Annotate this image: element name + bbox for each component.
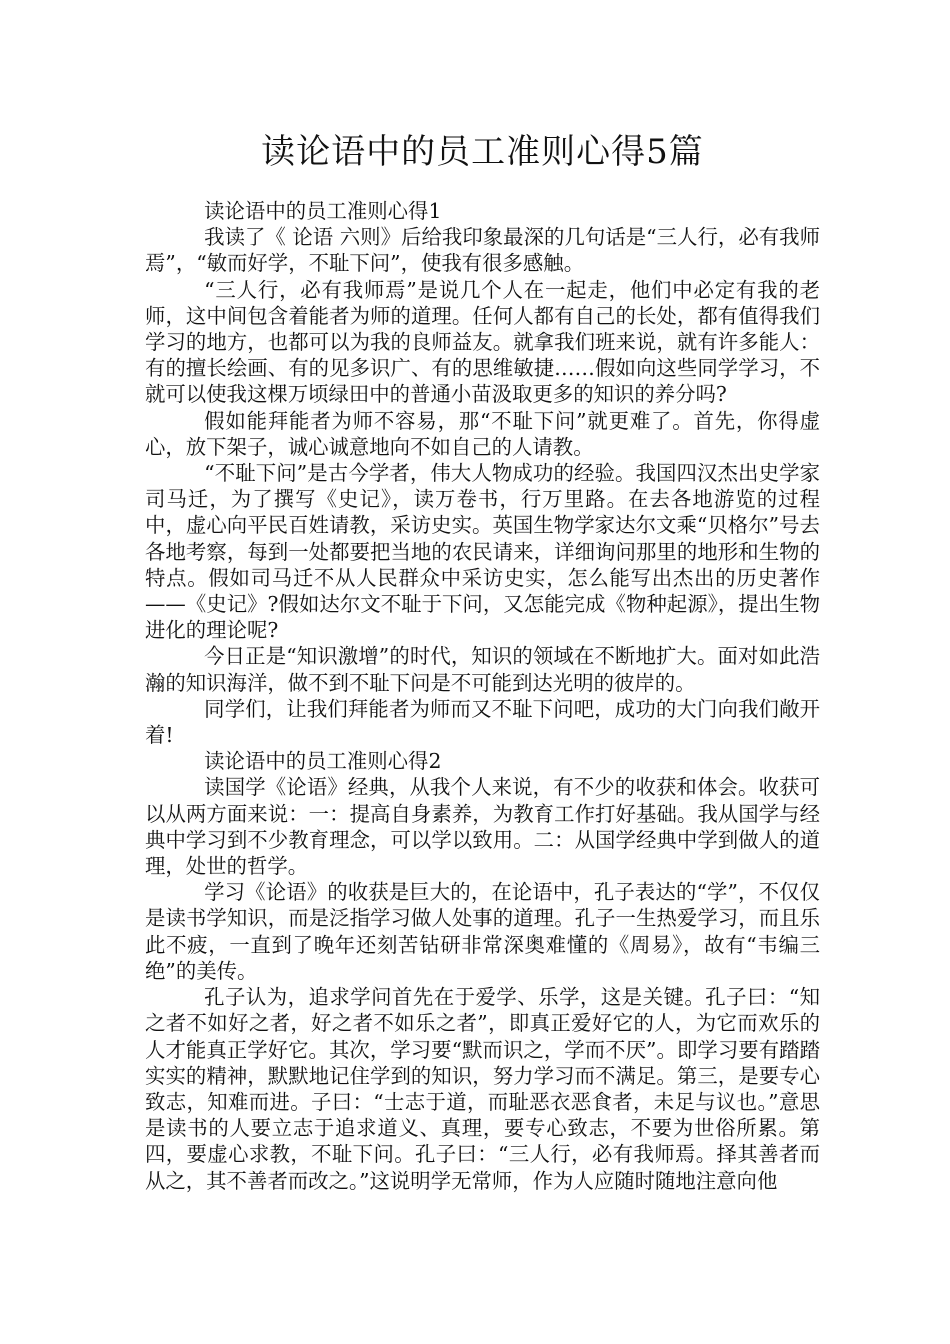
document-page xyxy=(145,128,820,1194)
section-heading-2: 读论语中的员工准则心得2 xyxy=(204,749,442,774)
document-body xyxy=(145,198,820,1194)
paragraph: 今日正是“知识激增”的时代，知识的领域在不断地扩大。面对如此浩瀚的知识海洋，做不到不耻下问是不可能到达光明的彼岸的。 xyxy=(145,644,820,695)
paragraph: “不耻下问”是古今学者，伟大人物成功的经验。我国四汉杰出史学家司马迁，为了撰写《史记》，读万卷书，行万里路。在去各地游览的过程中，虚心向平民百姓请教，采访史实。英国生物学家达尔文乘“贝格尔”号去各地考察，每到一处都要把当地的农民请来，详细询问那里的地形和生物的特点。假如司马迁不从人民群众中采访史实，怎么能写出杰出的历史著作——《史记》?假如达尔文不耻于下问，又怎能完成《物种起源》，提出生物进化的理论呢? xyxy=(145,461,820,643)
paragraph: 同学们，让我们拜能者为师而又不耻下问吧，成功的大门向我们敞开着! xyxy=(145,696,820,748)
section-heading-1: 读论语中的员工准则心得1 xyxy=(204,199,442,223)
paragraph: 我读了《 论语 六则》后给我印象最深的几句话是“三人行，必有我师焉”，“敏而好学，不耻下问”，使我有很多感触。 xyxy=(145,225,820,276)
paragraph: 学习《论语》的收获是巨大的，在论语中，孔子表达的“学”，不仅仅是读书学知识，而是泛指学习做人处事的道理。孔子一生热爱学习，而且乐此不疲，一直到了晚年还刻苦钻研非常深奥难懂的《周易》，故有“韦编三绝”的美传。 xyxy=(145,880,820,983)
paragraph: 假如能拜能者为师不容易，那“不耻下问”就更难了。首先，你得虚心，放下架子，诚心诚意地向不如自己的人请教。 xyxy=(145,408,820,459)
paragraph: “三人行，必有我师焉”是说几个人在一起走，他们中必定有我的老师，这中间包含着能者为师的道理。任何人都有自己的长处，都有值得我们学习的地方，也都可以为我的良师益友。就拿我们班来说，就有许多能人：有的擅长绘画、有的见多识广、有的思维敏捷……假如向这些同学学习，不就可以使我这棵万顷绿田中的普通小苗汲取更多的知识的养分吗? xyxy=(145,277,820,407)
page-title: 读论语中的员工准则心得5篇 xyxy=(261,132,704,172)
paragraph: 孔子认为，追求学问首先在于爱学、乐学，这是关键。孔子曰：“知之者不如好之者，好之者不如乐之者”，即真正爱好它的人，为它而欢乐的人才能真正学好它。其次，学习要“默而识之，学而不厌”。即学习要有踏踏实实的精神，默默地记住学到的知识，努力学习而不满足。第三，是要专心致志，知难而进。子曰：“士志于道，而耻恶衣恶食者，未足与议也。”意思是读书的人要立志于追求道义、真理，要专心致志，不要为世俗所累。第四，要虚心求教，不耻下问。孔子曰：“三人行，必有我师焉。择其善者而从之，其不善者而改之。”这说明学无常师，作为人应随时随地注意向他 xyxy=(145,985,820,1193)
paragraph: 读国学《论语》经典，从我个人来说，有不少的收获和体会。收获可以从两方面来说：一：提高自身素养，为教育工作打好基础。我从国学与经典中学习到不少教育理念，可以学以致用。二：从国学经典中学到做人的道理，处世的哲学。 xyxy=(145,775,820,879)
